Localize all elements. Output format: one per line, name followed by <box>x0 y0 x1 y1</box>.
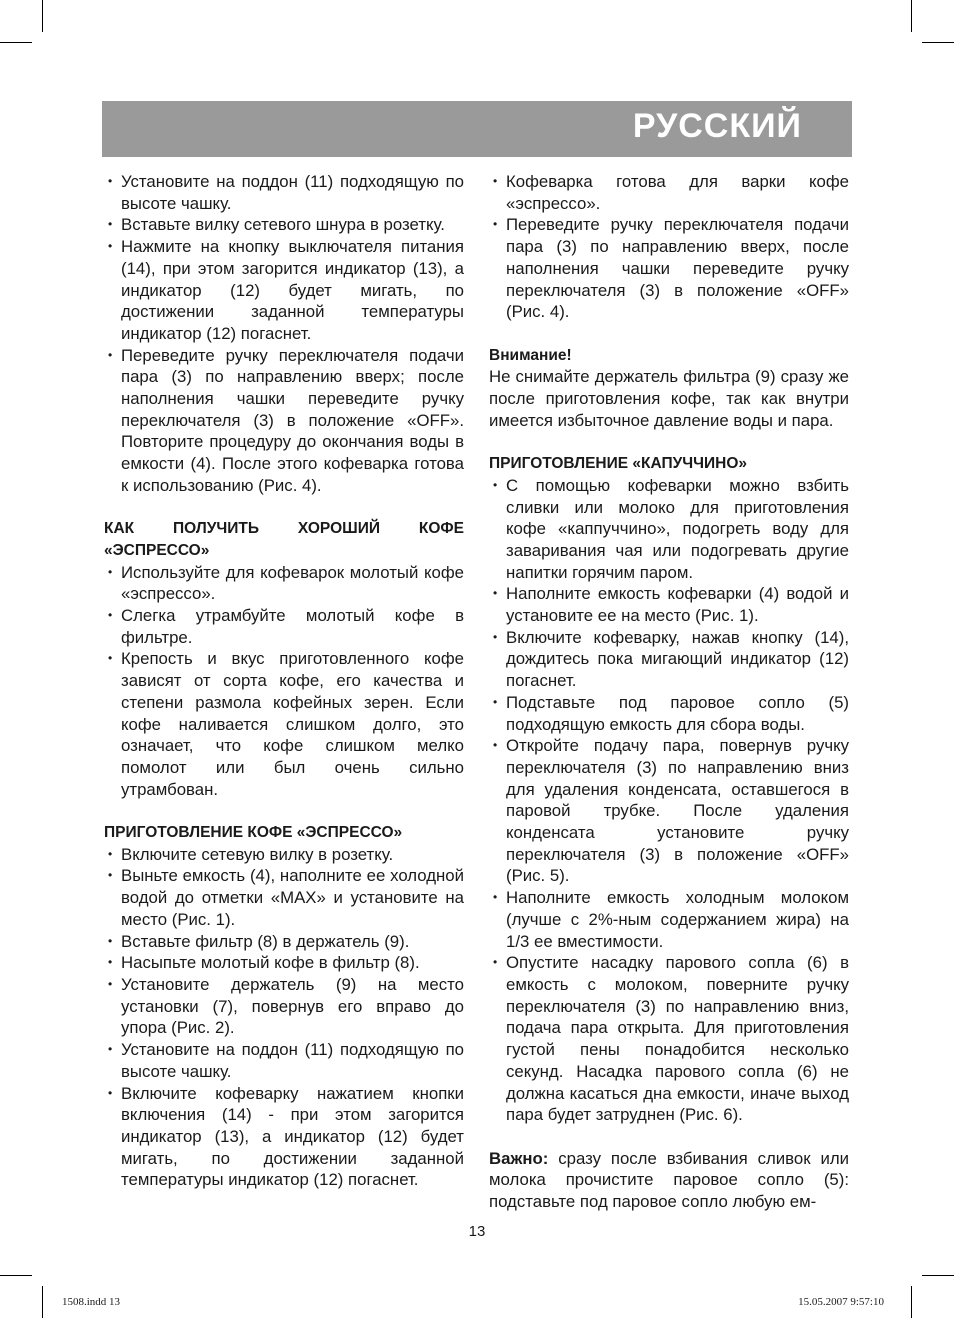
section-heading-cappuccino: ПРИГОТОВЛЕНИЕ «КАПУЧЧИНО» <box>489 455 748 473</box>
list-item: • Включите сетевую вилку в розетку. <box>104 844 464 866</box>
left-column <box>104 171 464 1191</box>
warning-text: Не снимайте держатель фильтра (9) сразу же после приготовления кофе, так как внутри имеется избыточное давление воды и пара. <box>489 367 849 430</box>
crop-mark <box>922 1275 954 1276</box>
list-item: • Установите на поддон (11) подходящую по высоте чашку. <box>104 1039 464 1082</box>
list-item: • Включите кофеварку, нажав кнопку (14), дождитесь пока мигающий индикатор (12) погаснет. <box>489 627 849 692</box>
good-coffee-list <box>104 562 464 801</box>
crop-mark <box>911 0 912 32</box>
crop-mark <box>911 1286 912 1318</box>
crop-mark <box>0 1275 32 1276</box>
list-item: • Используйте для кофеварок молотый кофе «эспрессо». <box>104 562 464 605</box>
intro-list <box>104 171 464 497</box>
list-item: • Нажмите на кнопку выключателя питания (14), при этом загорится индикатор (13), а индикатор (12) будет мигать, по достижении заданной температуры индикатор (12) погаснет. <box>104 236 464 345</box>
language-banner <box>102 101 852 157</box>
important-text: сразу после взбивания сливок или молока прочистите паровое сопло (5): подставьте под паровое сопло любую ем- <box>489 1148 849 1211</box>
list-item: • С помощью кофеварки можно взбить сливки или молоко для приготовления кофе «каппуччино», подогреть воду для заваривания чая или подогревать другие напитки горячим паром. <box>489 475 849 584</box>
list-item: • Кофеварка готова для варки кофе «эспрессо». <box>489 171 849 214</box>
cappuccino-list <box>489 475 849 1126</box>
banner-title: РУССКИЙ <box>632 107 802 145</box>
list-item: • Переведите ручку переключателя подачи пара (3) по направлению вверх; после наполнения чашки переведите ручку переключателя (3) в положение «OFF». Повторите процедуру до окончания воды в емкости (4). После этого кофеварка готова к использованию (Рис. 4). <box>104 345 464 497</box>
list-item: • Насыпьте молотый кофе в фильтр (8). <box>104 952 464 974</box>
footer-file: 1508.indd 13 <box>62 1296 121 1308</box>
list-item: • Выньте емкость (4), наполните ее холодной водой до отметки «MAX» и установите на место (Рис. 1). <box>104 865 464 930</box>
list-item: • Установите на поддон (11) подходящую по высоте чашку. <box>104 171 464 214</box>
crop-mark <box>42 0 43 32</box>
crop-mark <box>922 42 954 43</box>
important-note <box>489 1148 849 1213</box>
list-item: • Опустите насадку парового сопла (6) в емкость с молоком, поверните ручку переключателя (3) по направлению вниз, подача пара открыта. Для приготовления густой пены понадобится несколько секунд. Насадка парового сопла (6) не должна касаться дна емкости, иначе выход пара будет затруднен (Рис. 6). <box>489 952 849 1126</box>
intro-list <box>489 171 849 323</box>
page-number: 13 <box>468 1223 486 1240</box>
list-item: • Крепость и вкус приготовленного кофе зависят от сорта кофе, его качества и степени размола кофейных зерен. Если кофе наливается слишком долго, это означает, что кофе слишком мелко помолот или был очень сильно утрамбован. <box>104 648 464 800</box>
important-label: Важно: <box>489 1148 549 1168</box>
warning-heading: Внимание! <box>489 346 572 364</box>
crop-mark <box>42 1286 43 1318</box>
espresso-list <box>104 844 464 1191</box>
list-item: • Переведите ручку переключателя подачи пара (3) по направлению вверх, после наполнения чашки переведите ручку переключателя (3) в положение «OFF» (Рис. 4). <box>489 214 849 323</box>
list-item: • Подставьте под паровое сопло (5) подходящую емкость для сбора воды. <box>489 692 849 735</box>
list-item: • Слегка утрамбуйте молотый кофе в фильтре. <box>104 605 464 648</box>
list-item: • Наполните емкость холодным молоком (лучше с 2%-ным содержанием жира) на 1/3 ее вместимости. <box>489 887 849 952</box>
list-item: • Вставьте фильтр (8) в держатель (9). <box>104 931 464 953</box>
list-item: • Включите кофеварку нажатием кнопки включения (14) - при этом загорится индикатор (13), а индикатор (12) будет мигать, по достижении заданной температуры индикатор (12) погаснет. <box>104 1083 464 1192</box>
section-heading-good-coffee: КАК ПОЛУЧИТЬ ХОРОШИЙ КОФЕ «ЭСПРЕССО» <box>104 520 464 559</box>
section-heading-espresso: ПРИГОТОВЛЕНИЕ КОФЕ «ЭСПРЕССО» <box>104 824 403 842</box>
list-item: • Установите держатель (9) на место установки (7), повернув его вправо до упора (Рис. 2). <box>104 974 464 1039</box>
list-item: • Вставьте вилку сетевого шнура в розетку. <box>104 214 464 236</box>
right-column <box>489 171 849 1213</box>
list-item: • Откройте подачу пара, повернув ручку переключателя (3) по направлению вниз для удаления конденсата, оставшегося в паровой трубке. После удаления конденсата установите ручку переключателя (3) в положение «OFF» (Рис. 5). <box>489 735 849 887</box>
crop-mark <box>0 42 32 43</box>
list-item: • Наполните емкость кофеварки (4) водой и установите ее на место (Рис. 1). <box>489 583 849 626</box>
footer-timestamp: 15.05.2007 9:57:10 <box>798 1296 884 1308</box>
